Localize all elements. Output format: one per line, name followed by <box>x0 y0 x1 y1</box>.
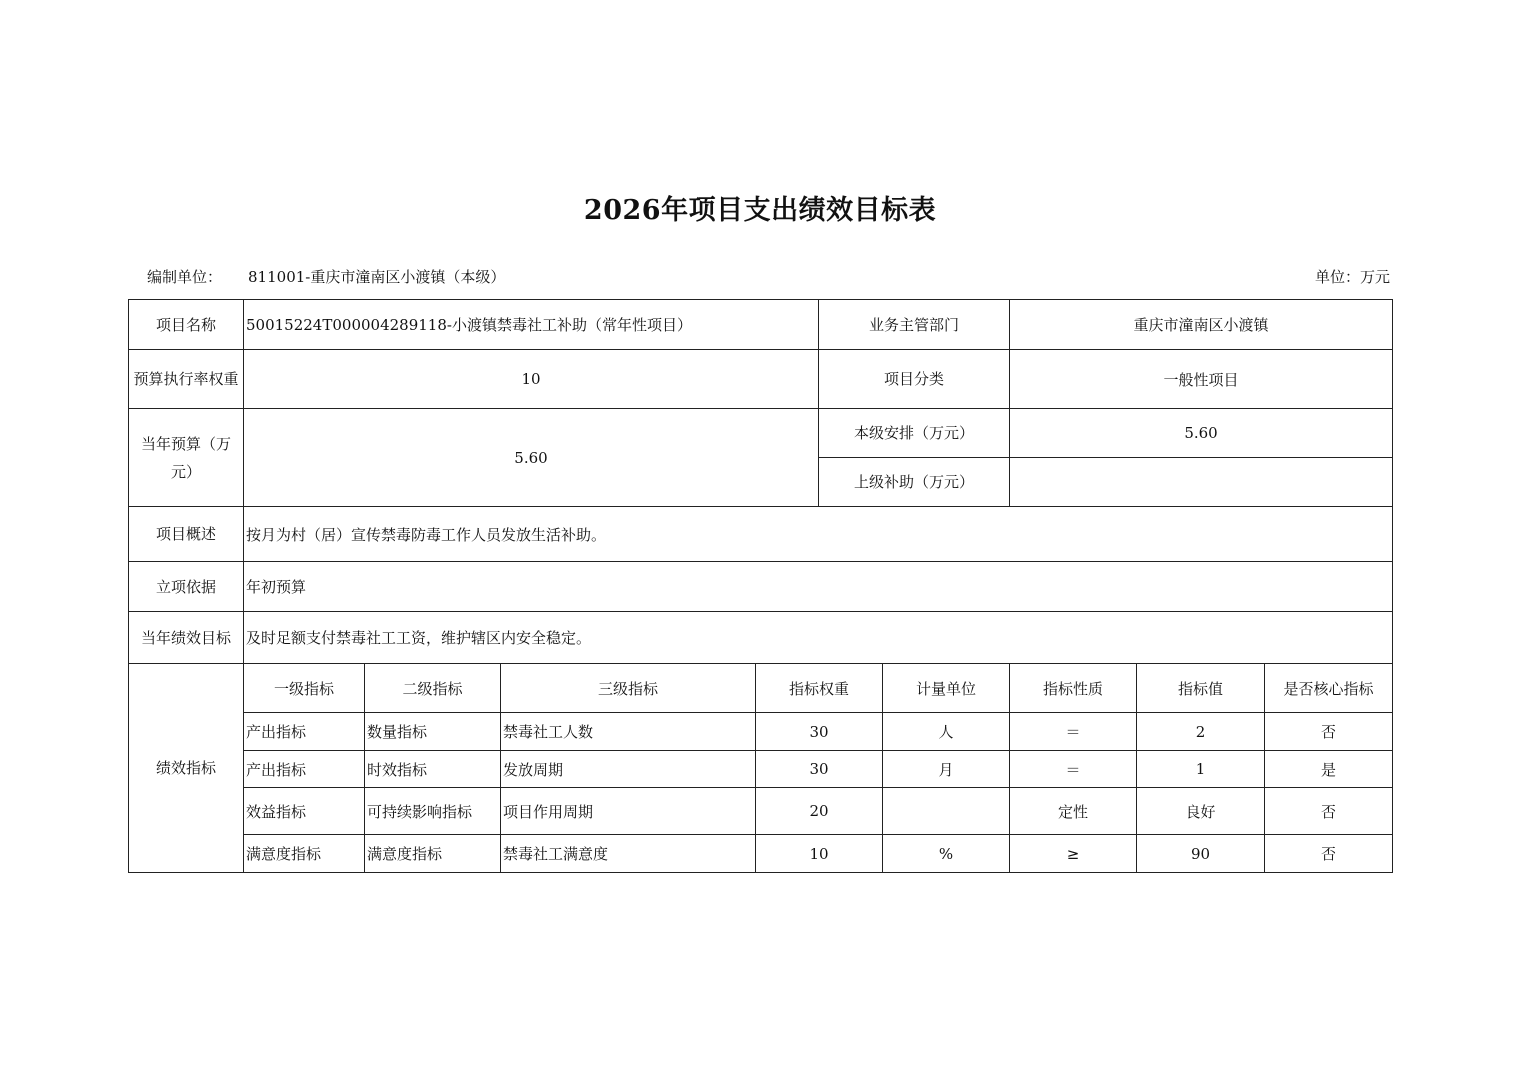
header-nature: 指标性质 <box>1010 664 1137 713</box>
cell-level3: 禁毒社工满意度 <box>501 835 756 873</box>
cell-value: 90 <box>1137 835 1265 873</box>
cell-unit: 月 <box>883 751 1010 788</box>
cell-level3: 禁毒社工人数 <box>501 713 756 751</box>
header-core: 是否核心指标 <box>1265 664 1393 713</box>
local-arrangement-value: 5.60 <box>1010 409 1393 458</box>
goal-value: 及时足额支付禁毒社工工资，维护辖区内安全稳定。 <box>244 612 1393 664</box>
summary-value: 按月为村（居）宣传禁毒防毒工作人员发放生活补助。 <box>244 507 1393 562</box>
cell-level2: 时效指标 <box>365 751 501 788</box>
compiling-unit <box>147 266 505 287</box>
weight-label: 预算执行率权重 <box>129 350 244 409</box>
local-arrangement-label: 本级安排（万元） <box>819 409 1010 458</box>
cell-level1: 满意度指标 <box>244 835 365 873</box>
cell-level3: 发放周期 <box>501 751 756 788</box>
cell-nature: ≥ <box>1010 835 1137 873</box>
project-name-label: 项目名称 <box>129 300 244 350</box>
header-level2: 二级指标 <box>365 664 501 713</box>
cell-weight: 10 <box>756 835 883 873</box>
cell-level2: 满意度指标 <box>365 835 501 873</box>
cell-level3: 项目作用周期 <box>501 788 756 835</box>
cell-level2: 可持续影响指标 <box>365 788 501 835</box>
budget-value: 5.60 <box>244 409 819 507</box>
basis-label: 立项依据 <box>129 562 244 612</box>
page-title: 2026年项目支出绩效目标表 <box>583 195 937 226</box>
goal-label: 当年绩效目标 <box>129 612 244 664</box>
budget-label: 当年预算（万元） <box>129 409 244 507</box>
dept-value: 重庆市潼南区小渡镇 <box>1010 300 1393 350</box>
category-label: 项目分类 <box>819 350 1010 409</box>
row-basis <box>129 562 1393 612</box>
cell-value: 1 <box>1137 751 1265 788</box>
row-summary <box>129 507 1393 562</box>
compiling-unit-label: 编制单位： <box>147 268 223 286</box>
indicator-header-row <box>129 664 1393 713</box>
table-row <box>129 751 1393 788</box>
summary-label: 项目概述 <box>129 507 244 562</box>
cell-nature: ＝ <box>1010 713 1137 751</box>
cell-value: 2 <box>1137 713 1265 751</box>
indicators-section-label: 绩效指标 <box>129 664 244 873</box>
cell-weight: 30 <box>756 713 883 751</box>
cell-nature: ＝ <box>1010 751 1137 788</box>
currency-unit: 单位：万元 <box>1314 268 1390 286</box>
row-weight <box>129 350 1393 409</box>
project-name-value: 50015224T000004289118-小渡镇禁毒社工补助（常年性项目） <box>244 300 819 350</box>
cell-value: 良好 <box>1137 788 1265 835</box>
row-project-name <box>129 300 1393 350</box>
cell-core: 否 <box>1265 713 1393 751</box>
cell-core: 是 <box>1265 751 1393 788</box>
cell-level1: 产出指标 <box>244 751 365 788</box>
header-level1: 一级指标 <box>244 664 365 713</box>
cell-unit <box>883 788 1010 835</box>
cell-weight: 20 <box>756 788 883 835</box>
upper-subsidy-label: 上级补助（万元） <box>819 458 1010 507</box>
cell-core: 否 <box>1265 835 1393 873</box>
weight-value: 10 <box>244 350 819 409</box>
category-value: 一般性项目 <box>1010 350 1393 409</box>
cell-level1: 效益指标 <box>244 788 365 835</box>
dept-label: 业务主管部门 <box>819 300 1010 350</box>
basis-value: 年初预算 <box>244 562 1393 612</box>
table-row <box>129 835 1393 873</box>
header-weight: 指标权重 <box>756 664 883 713</box>
cell-level2: 数量指标 <box>365 713 501 751</box>
header-level3: 三级指标 <box>501 664 756 713</box>
cell-weight: 30 <box>756 751 883 788</box>
cell-nature: 定性 <box>1010 788 1137 835</box>
cell-unit: % <box>883 835 1010 873</box>
performance-table <box>128 299 1393 873</box>
cell-core: 否 <box>1265 788 1393 835</box>
upper-subsidy-value <box>1010 458 1393 507</box>
cell-level1: 产出指标 <box>244 713 365 751</box>
row-goal <box>129 612 1393 664</box>
row-budget-local <box>129 409 1393 458</box>
header-unit: 计量单位 <box>883 664 1010 713</box>
compiling-unit-value: 811001-重庆市潼南区小渡镇（本级） <box>248 268 506 286</box>
table-row <box>129 788 1393 835</box>
cell-unit: 人 <box>883 713 1010 751</box>
header-value: 指标值 <box>1137 664 1265 713</box>
table-row <box>129 713 1393 751</box>
